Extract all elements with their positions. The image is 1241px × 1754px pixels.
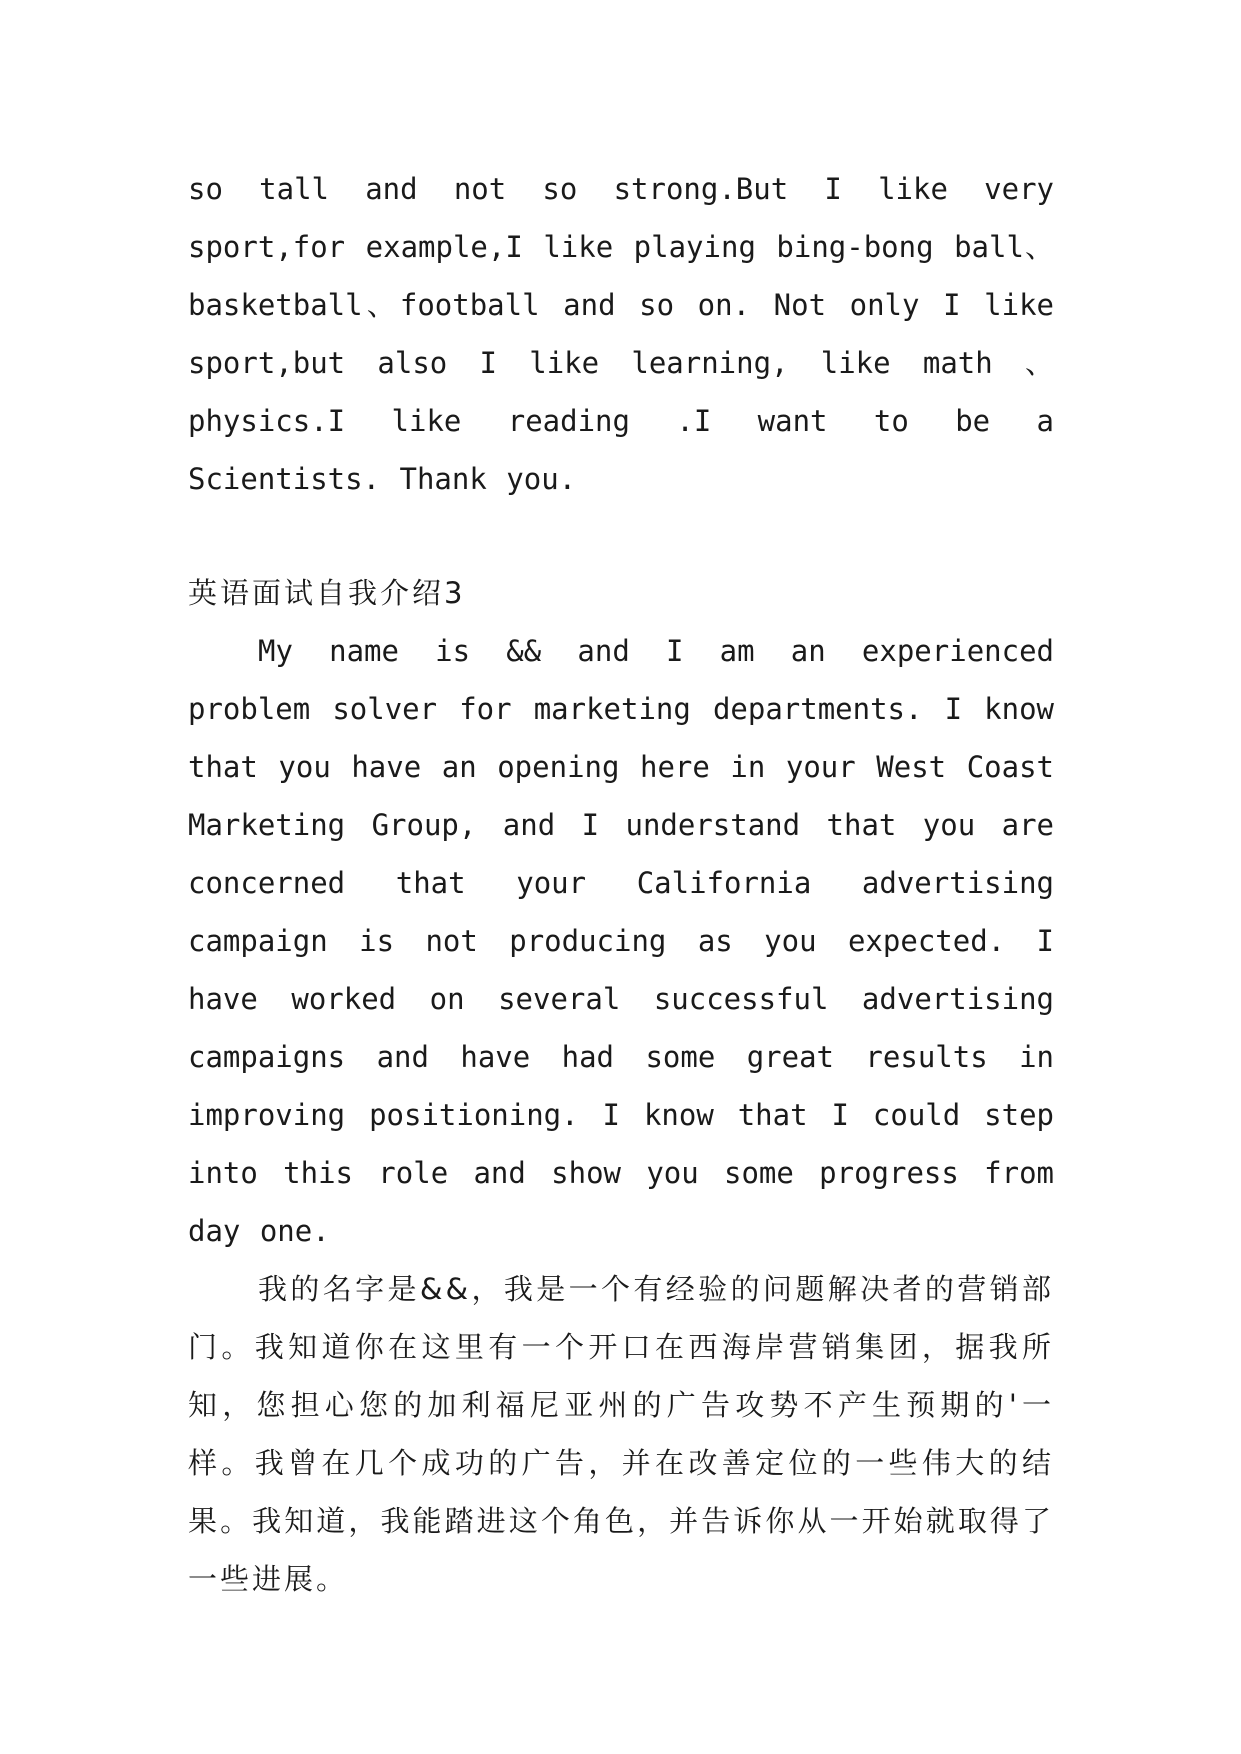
section-heading: 英语面试自我介绍3 <box>188 576 466 610</box>
chinese-paragraph: 我的名字是&&，我是一个有经验的问题解决者的营销部门。我知道你在这里有一个开口在西海岸营销集团，据我所知，您担心您的加利福尼亚州的广告攻势不产生预期的'一样。我曾在几个成功的广告，并在改善定位的一些伟大的结果。我知道，我能踏进这个角色，并告诉你从一开始就取得了一些进展。 <box>188 1272 1054 1596</box>
continued-paragraph: so tall and not so strong.But I like very sport,for example,I like playing bing-bong ball、basketball、football and so on. Not only I like sport,but also I like learning, like math 、 physics.I like reading .I want to be a Scientists. Thank you. <box>188 172 1054 496</box>
english-paragraph: My name is && and I am an experienced problem solver for marketing departments. I know that you have an opening here in your West Coast Marketing Group, and I understand that you are concerned that your California advertising campaign is not producing as you expected. I have worked on several successful advertising campaigns and have had some great results in improving positioning. I know that I could step into this role and show you some progress from day one. <box>188 634 1054 1248</box>
document-page <box>188 160 1054 1608</box>
